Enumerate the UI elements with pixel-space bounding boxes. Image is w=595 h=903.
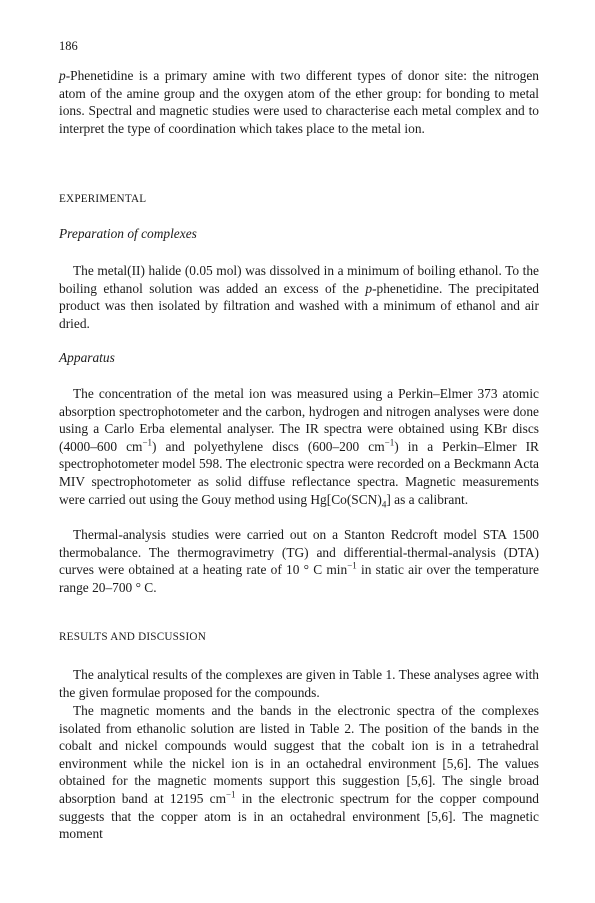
- app-sup-2: −1: [384, 437, 395, 448]
- app-text-3: ) in a Perkin–Elmer IR spectrophotometer model 598. The electronic spectra were recorded on a Beckmann Acta MIV spectrophotometer as solid diffuse reflectance spectra. Magnetic measurements were carried out using the Gouy method using Hg[Co(SCN): [59, 438, 539, 507]
- preparation-paragraph: [59, 262, 539, 332]
- app-sup-1: −1: [142, 437, 153, 448]
- apparatus-paragraph: [59, 385, 539, 508]
- results-paragraph-2: [59, 702, 539, 843]
- intro-paragraph: [59, 67, 539, 137]
- app-text-2: ) and polyethylene discs (600–200 cm: [152, 438, 385, 454]
- app-text-4: ] as a calibrant.: [386, 491, 469, 507]
- prep-text-2: -phenetidine. The precipitated product was then isolated by filtration and washed with a minimum of ethanol and air dried.: [59, 280, 539, 331]
- app-text-1: The concentration of the metal ion was measured using a Perkin–Elmer 373 atomic absorption spectrophotometer and the carbon, hydrogen and nitrogen analyses were done using a Carlo Erba elemental analyser. The IR spectra were obtained using KBr discs (4000–600 cm: [59, 386, 539, 454]
- results-paragraph-1: The analytical results of the complexes are given in Table 1. These analyses agree with the given formulae proposed for the compounds.: [59, 667, 539, 700]
- res-text-1: The magnetic moments and the bands in the electronic spectra of the complexes isolated from ethanolic solution are listed in Table 2. The position of the bands in the cobalt and nickel compounds would suggest that the cobalt ion is in a tetrahedral environment while the nickel ion is in an octahedral environment [5,6]. The values obtained for the magnetic moments support this suggestion [5,6]. The single broad absorption band at 12195 cm: [59, 703, 539, 806]
- thermal-text-1: Thermal-analysis studies were carried out on a Stanton Redcroft model STA 1500 thermobalance. The thermogravimetry (TG) and differential-thermal-analysis (DTA) curves were obtained at a heating rate of 10 ° C min: [59, 527, 539, 578]
- res-text-2: in the electronic spectrum for the copper compound suggests that the copper atom is in an octahedral environment [5,6]. The magnetic moment: [59, 790, 539, 842]
- prep-p: p: [365, 280, 373, 296]
- thermal-sup: −1: [347, 560, 357, 571]
- res-sup: −1: [225, 789, 236, 800]
- thermal-text-2: in static air over the temperature range 20–700 ° C.: [59, 562, 539, 595]
- preparation-heading: Preparation of complexes: [59, 226, 197, 241]
- prep-text-1: The metal(II) halide (0.05 mol) was dissolved in a minimum of boiling ethanol. To the boiling ethanol solution was added an excess of the: [59, 263, 539, 296]
- page-number: 186: [59, 39, 78, 53]
- app-sub-1: 4: [381, 499, 387, 510]
- experimental-heading: EXPERIMENTAL: [59, 193, 147, 205]
- apparatus-heading: Apparatus: [59, 350, 115, 365]
- intro-text: -Phenetidine is a primary amine with two different types of donor site: the nitrogen atom of the amine group and the oxygen atom of the ether group: for bonding to metal ions. Spectral and magnetic studies were used to characterise each metal complex and to interpret the type of coordination which takes place to the metal ion.: [59, 68, 539, 136]
- thermal-paragraph: [59, 526, 539, 596]
- results-heading: RESULTS AND DISCUSSION: [59, 631, 206, 643]
- para-prefix: p: [59, 68, 66, 83]
